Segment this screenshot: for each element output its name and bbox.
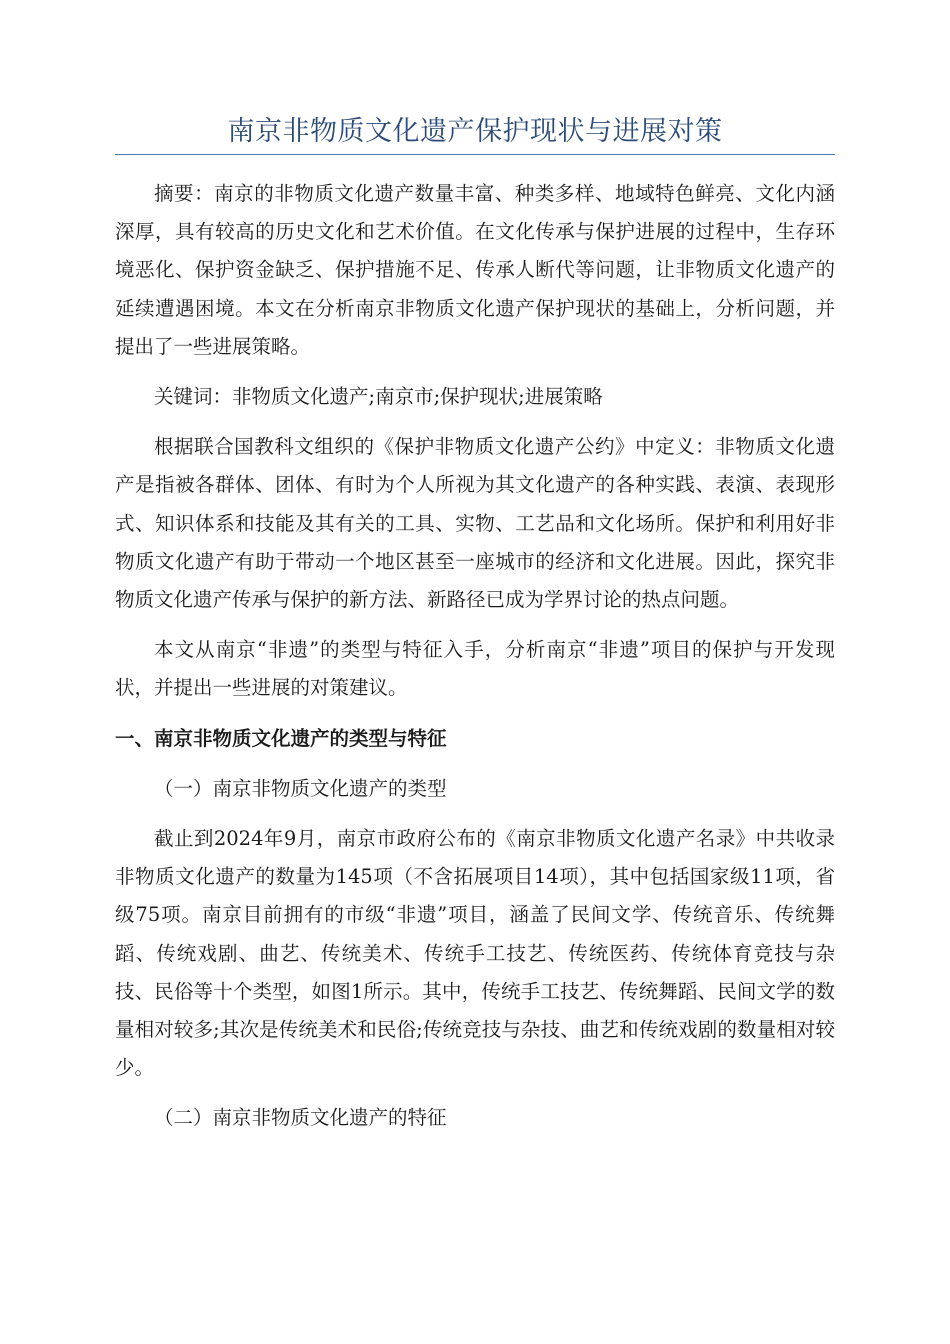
subsection-1-heading: （一）南京非物质文化遗产的类型 <box>154 776 447 800</box>
document-body <box>115 175 835 1150</box>
document-title: 南京非物质文化遗产保护现状与进展对策 <box>227 116 723 147</box>
subsection-1-paragraph: 截止到2024年9月，南京市政府公布的《南京非物质文化遗产名录》中共收录非物质文化遗产的数量为145项（不含拓展项目14项），其中包括国家级11项，省级75项。南京目前拥有的市级“非遗”项目，涵盖了民间文学、传统音乐、传统舞蹈、传统戏剧、曲艺、传统美术、传统手工技艺、传统医药、传统体育竞技与杂技、民俗等十个类型，如图1所示。其中，传统手工技艺、传统舞蹈、民间文学的数量相对较多;其次是传统美术和民俗;传统竞技与杂技、曲艺和传统戏剧的数量相对较少。 <box>115 827 835 1080</box>
abstract-paragraph: 摘要：南京的非物质文化遗产数量丰富、种类多样、地域特色鲜亮、文化内涵深厚，具有较高的历史文化和艺术价值。在文化传承与保护进展的过程中，生存环境恶化、保护资金缺乏、保护措施不足、传承人断代等问题，让非物质文化遗产的延续遭遇困境。本文在分析南京非物质文化遗产保护现状的基础上，分析问题，并提出了一些进展策略。 <box>115 182 835 358</box>
intro-paragraph-2: 本文从南京“非遗”的类型与特征入手，分析南京“非遗”项目的保护与开发现状，并提出一些进展的对策建议。 <box>115 638 835 700</box>
keywords-paragraph: 关键词：非物质文化遗产;南京市;保护现状;进展策略 <box>154 385 603 409</box>
subsection-2-heading: （二）南京非物质文化遗产的特征 <box>154 1106 447 1130</box>
title-underline <box>115 154 835 155</box>
section-1-heading: 一、南京非物质文化遗产的类型与特征 <box>115 726 447 750</box>
intro-paragraph-1: 根据联合国教科文组织的《保护非物质文化遗产公约》中定义：非物质文化遗产是指被各群体、团体、有时为个人所视为其文化遗产的各种实践、表演、表现形式、知识体系和技能及其有关的工具、实物、工艺品和文化场所。保护和利用好非物质文化遗产有助于带动一个地区甚至一座城市的经济和文化进展。因此，探究非物质文化遗产传承与保护的新方法、新路径已成为学界讨论的热点问题。 <box>115 435 835 612</box>
